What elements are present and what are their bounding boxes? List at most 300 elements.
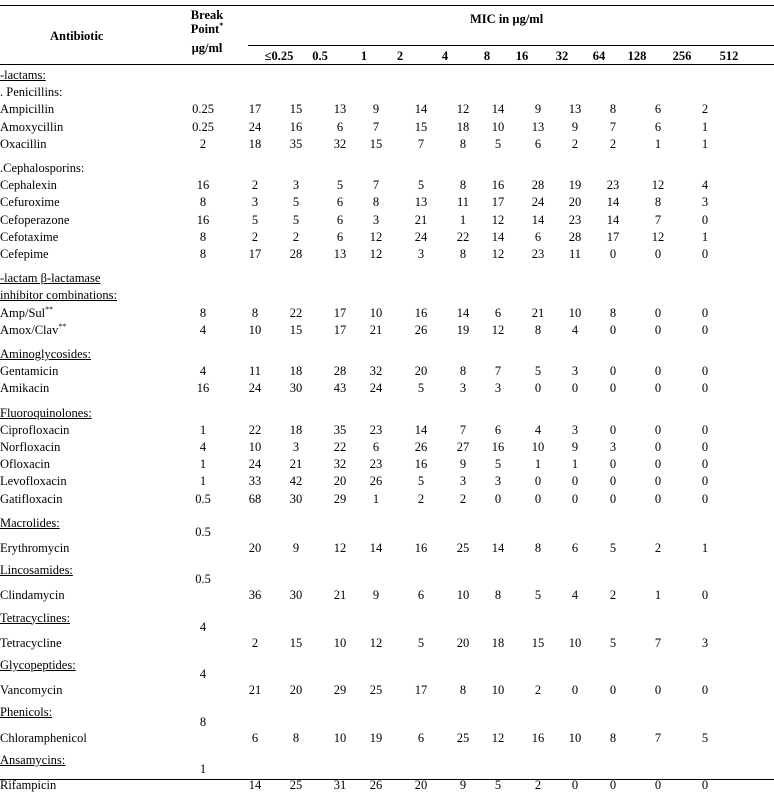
mic-count: 0 (701, 474, 709, 489)
mic-count: 2 (292, 229, 300, 244)
antibiotic-name: Chloramphenicol (0, 730, 87, 745)
breakpoint-value: 4 (199, 667, 207, 682)
mic-count: 10 (568, 305, 582, 320)
mic-count: 0 (701, 381, 709, 396)
mic-column-header: 4 (441, 49, 449, 63)
mic-count: 2 (417, 491, 425, 506)
mic-count: 7 (372, 178, 380, 193)
mic-count: 23 (369, 422, 383, 437)
mic-count: 16 (491, 178, 505, 193)
mic-count: 35 (289, 136, 303, 151)
mic-count: 2 (609, 588, 617, 603)
mic-count: 12 (651, 229, 665, 244)
mic-count: 7 (654, 212, 662, 227)
breakpoint-value: 0.5 (195, 491, 211, 506)
mic-count: 12 (369, 635, 383, 650)
mic-count: 4 (534, 422, 542, 437)
mic-count: 3 (494, 474, 502, 489)
header-mic-title: MIC in µg/ml (470, 12, 544, 26)
mic-count: 4 (701, 178, 709, 193)
group-label: Glycopeptides: (0, 658, 76, 672)
mic-count: 8 (459, 364, 467, 379)
mic-count: 17 (606, 229, 620, 244)
group-label: . Penicillins: (0, 85, 63, 100)
group-label: Aminoglycosides: (0, 347, 91, 361)
mic-count: 19 (568, 178, 582, 193)
mic-count: 2 (251, 229, 259, 244)
mic-count: 26 (414, 440, 428, 454)
mic-count: 24 (369, 381, 383, 396)
mic-count: 12 (491, 322, 505, 337)
mic-count: 1 (372, 491, 380, 506)
breakpoint-line2: Point* (190, 20, 224, 36)
mic-count: 15 (289, 322, 303, 337)
mic-count: 8 (534, 322, 542, 337)
mic-count: 2 (251, 635, 259, 650)
mic-count: 8 (609, 102, 617, 117)
mic-count: 11 (248, 364, 262, 379)
mic-count: 17 (248, 247, 262, 261)
mic-count: 1 (701, 119, 709, 134)
mic-count: 16 (531, 730, 545, 745)
mic-count: 0 (654, 440, 662, 454)
mic-count: 32 (333, 457, 347, 472)
mic-count: 8 (654, 195, 662, 210)
mic-count: 2 (534, 778, 542, 792)
mic-count: 19 (369, 730, 383, 745)
mic-count: 8 (609, 730, 617, 745)
mic-column-header: 16 (515, 49, 529, 63)
mic-count: 15 (531, 635, 545, 650)
mic-count: 15 (414, 119, 428, 134)
mic-count: 10 (531, 440, 545, 454)
mic-count: 28 (531, 178, 545, 193)
mic-count: 6 (336, 212, 344, 227)
mic-count: 22 (248, 422, 262, 437)
mic-count: 0 (701, 364, 709, 379)
mic-count: 23 (606, 178, 620, 193)
mic-count: 15 (369, 136, 383, 151)
group-label: -lactams: (0, 68, 46, 82)
mic-count: 13 (414, 195, 428, 210)
mic-count: 0 (701, 305, 709, 320)
mic-count: 21 (369, 322, 383, 337)
mic-count: 3 (459, 381, 467, 396)
mic-count: 14 (491, 229, 505, 244)
mic-count: 10 (369, 305, 383, 320)
mic-count: 0 (534, 491, 542, 506)
mic-count: 35 (333, 422, 347, 437)
mic-count: 5 (292, 212, 300, 227)
mic-count: 11 (456, 195, 470, 210)
mic-count: 8 (459, 683, 467, 698)
mic-count: 26 (369, 778, 383, 792)
mic-count: 12 (491, 730, 505, 745)
mic-count: 30 (289, 491, 303, 506)
mic-count: 30 (289, 381, 303, 396)
mic-count: 19 (456, 322, 470, 337)
mic-count: 17 (491, 195, 505, 210)
antibiotic-name: Oxacillin (0, 136, 47, 151)
mic-count: 5 (417, 474, 425, 489)
mic-column-header: 2 (396, 49, 404, 63)
mic-count: 28 (568, 229, 582, 244)
mic-count: 24 (248, 119, 262, 134)
mic-count: 0 (654, 322, 662, 337)
mic-count: 24 (414, 229, 428, 244)
mic-count: 14 (491, 102, 505, 117)
mic-count: 7 (417, 136, 425, 151)
mic-count: 1 (701, 136, 709, 151)
top-rule (0, 5, 774, 6)
mic-count: 0 (654, 247, 662, 261)
mic-count: 5 (417, 635, 425, 650)
breakpoint-value: 8 (199, 229, 207, 244)
breakpoint-value: 4 (199, 322, 207, 337)
antibiotic-name: Amox/Clav** (0, 321, 67, 337)
breakpoint-value: 2 (199, 136, 207, 151)
mic-count: 10 (248, 322, 262, 337)
mic-count: 0 (609, 491, 617, 506)
mic-count: 4 (571, 588, 579, 603)
mic-count: 9 (292, 541, 300, 555)
mic-count: 25 (456, 541, 470, 555)
mic-count: 11 (568, 247, 582, 261)
breakpoint-value: 4 (199, 364, 207, 379)
breakpoint-value: 4 (199, 440, 207, 454)
mic-count: 20 (333, 474, 347, 489)
mic-count: 8 (534, 541, 542, 555)
breakpoint-line1: Break (190, 8, 224, 22)
mic-count: 12 (456, 102, 470, 117)
mic-count: 18 (248, 136, 262, 151)
mic-column-header: 32 (555, 49, 569, 63)
mic-count: 3 (701, 195, 709, 210)
mic-count: 0 (654, 457, 662, 472)
mic-count: 9 (459, 778, 467, 792)
mic-count: 0 (494, 491, 502, 506)
mic-count: 5 (417, 381, 425, 396)
mic-column-header: 8 (483, 49, 491, 63)
breakpoint-value: 0.25 (192, 102, 214, 117)
mic-count: 9 (372, 588, 380, 603)
mic-count: 14 (456, 305, 470, 320)
antibiotic-name: Erythromycin (0, 541, 70, 555)
mic-count: 0 (701, 778, 709, 792)
mic-count: 12 (491, 247, 505, 261)
mic-count: 5 (609, 635, 617, 650)
mic-count: 2 (251, 178, 259, 193)
group-label: Lincosamides: (0, 563, 73, 578)
mic-count: 4 (571, 322, 579, 337)
breakpoint-value: 4 (199, 619, 207, 634)
mic-count: 20 (568, 195, 582, 210)
mic-count: 6 (336, 229, 344, 244)
breakpoint-value: 16 (196, 381, 210, 396)
mic-count: 15 (289, 102, 303, 117)
mic-count: 1 (534, 457, 542, 472)
antibiotic-name: Vancomycin (0, 683, 63, 698)
mic-count: 6 (654, 102, 662, 117)
breakpoint-unit: µg/ml (191, 41, 223, 55)
antibiotic-name: Levofloxacin (0, 474, 67, 489)
mic-count: 0 (701, 422, 709, 437)
breakpoint-value: 1 (199, 422, 207, 437)
mic-count: 22 (456, 229, 470, 244)
mic-count: 8 (372, 195, 380, 210)
mic-count: 0 (654, 364, 662, 379)
antibiotic-name: Cephalexin (0, 178, 57, 193)
header-antibiotic: Antibiotic (50, 29, 104, 43)
mic-count: 10 (491, 683, 505, 698)
mic-column-header: 64 (592, 49, 606, 63)
mic-count: 0 (571, 474, 579, 489)
mic-count: 5 (336, 178, 344, 193)
mic-count: 0 (609, 778, 617, 792)
group-label: Ansamycins: (0, 752, 66, 767)
group-label: -lactam β-lactamase (0, 271, 101, 286)
mic-count: 13 (531, 119, 545, 134)
mic-count: 29 (333, 491, 347, 506)
mic-count: 20 (289, 683, 303, 698)
antibiotic-name: Gatifloxacin (0, 491, 63, 506)
antibiotic-name: Gentamicin (0, 364, 59, 379)
mic-count: 3 (459, 474, 467, 489)
mic-count: 2 (534, 683, 542, 698)
mic-count: 24 (531, 195, 545, 210)
breakpoint-value: 8 (199, 714, 207, 729)
mic-column-header: ≤0.25 (264, 49, 294, 63)
mic-count: 5 (534, 588, 542, 603)
mic-count: 18 (491, 635, 505, 650)
mic-count: 20 (414, 364, 428, 379)
mic-count: 2 (459, 491, 467, 506)
mic-count: 43 (333, 381, 347, 396)
mic-count: 21 (248, 683, 262, 698)
mic-count: 12 (491, 212, 505, 227)
mic-count: 0 (609, 364, 617, 379)
mic-count: 3 (417, 247, 425, 261)
mic-count: 0 (571, 491, 579, 506)
mic-count: 0 (534, 381, 542, 396)
mic-count: 5 (534, 364, 542, 379)
mic-count: 0 (701, 212, 709, 227)
mic-column-header: 1 (360, 49, 368, 63)
header-breakpoint (178, 8, 236, 55)
mic-count: 10 (248, 440, 262, 454)
mic-count: 14 (414, 102, 428, 117)
antibiotic-name: Clindamycin (0, 588, 65, 603)
mic-count: 20 (414, 778, 428, 792)
mic-count: 5 (292, 195, 300, 210)
mic-count: 3 (571, 364, 579, 379)
group-label: Phenicols: (0, 705, 53, 720)
mic-count: 14 (414, 422, 428, 437)
mic-count: 14 (248, 778, 262, 792)
mic-count: 10 (333, 635, 347, 650)
mic-count: 3 (494, 381, 502, 396)
mic-count: 68 (248, 491, 262, 506)
mic-count: 7 (459, 422, 467, 437)
mic-count: 3 (372, 212, 380, 227)
mic-count: 18 (456, 119, 470, 134)
mic-count: 6 (251, 730, 259, 745)
mic-count: 3 (292, 178, 300, 193)
mic-count: 2 (654, 541, 662, 555)
mic-count: 6 (336, 119, 344, 134)
mic-count: 0 (654, 474, 662, 489)
mic-count: 5 (417, 178, 425, 193)
mic-count: 16 (414, 541, 428, 555)
mic-count: 5 (701, 730, 709, 745)
mic-column-header: 0.5 (312, 49, 328, 63)
mic-count: 2 (571, 136, 579, 151)
mic-count: 8 (459, 247, 467, 261)
mic-count: 17 (414, 683, 428, 698)
antibiotic-name: Cefoperazone (0, 212, 70, 227)
mic-count: 9 (372, 102, 380, 117)
mic-count: 3 (292, 440, 300, 454)
mic-count: 0 (654, 305, 662, 320)
mic-count: 21 (289, 457, 303, 472)
mic-count: 26 (369, 474, 383, 489)
mic-count: 7 (654, 730, 662, 745)
mic-count: 1 (654, 588, 662, 603)
mic-header-rule (248, 45, 774, 46)
mic-count: 1 (701, 541, 709, 555)
mic-count: 0 (701, 491, 709, 506)
breakpoint-value: 1 (199, 474, 207, 489)
mic-count: 8 (494, 588, 502, 603)
mic-count: 31 (333, 778, 347, 792)
mic-count: 0 (571, 683, 579, 698)
mic-count: 0 (609, 683, 617, 698)
breakpoint-value: 0.5 (195, 572, 211, 587)
mic-count: 14 (531, 212, 545, 227)
mic-count: 0 (701, 440, 709, 454)
mic-count: 16 (414, 457, 428, 472)
mic-count: 29 (333, 683, 347, 698)
mic-count: 1 (701, 229, 709, 244)
mic-count: 0 (654, 422, 662, 437)
mic-count: 9 (459, 457, 467, 472)
group-label: .Cephalosporins: (0, 161, 85, 175)
mic-count: 10 (491, 119, 505, 134)
mic-count: 8 (609, 305, 617, 320)
breakpoint-value: 1 (199, 762, 207, 776)
mic-count: 14 (369, 541, 383, 555)
mic-count: 5 (494, 457, 502, 472)
mic-count: 12 (333, 541, 347, 555)
mic-count: 8 (459, 178, 467, 193)
mic-column-header: 512 (719, 49, 739, 63)
mic-count: 13 (333, 102, 347, 117)
mic-count: 18 (289, 364, 303, 379)
mic-count: 7 (654, 635, 662, 650)
header-bottom-rule (0, 64, 774, 65)
mic-count: 10 (333, 730, 347, 745)
mic-count: 14 (491, 541, 505, 555)
mic-count: 14 (606, 195, 620, 210)
mic-count: 36 (248, 588, 262, 603)
mic-count: 3 (571, 422, 579, 437)
mic-count: 30 (289, 588, 303, 603)
mic-count: 18 (289, 422, 303, 437)
mic-count: 1 (654, 136, 662, 151)
mic-count: 28 (289, 247, 303, 261)
breakpoint-value: 1 (199, 457, 207, 472)
breakpoint-value: 8 (199, 195, 207, 210)
group-label: Fluoroquinolones: (0, 405, 92, 420)
mic-count: 0 (701, 683, 709, 698)
mic-count: 25 (369, 683, 383, 698)
antibiotic-name: Norfloxacin (0, 440, 61, 454)
antibiotic-name: Ciprofloxacin (0, 422, 70, 437)
group-label: Macrolides: (0, 515, 60, 530)
mic-count: 1 (459, 212, 467, 227)
mic-count: 28 (333, 364, 347, 379)
breakpoint-value: 0.5 (195, 525, 211, 539)
mic-count: 0 (609, 381, 617, 396)
mic-count: 10 (568, 635, 582, 650)
mic-count: 0 (609, 247, 617, 261)
mic-count: 10 (456, 588, 470, 603)
mic-count: 6 (417, 588, 425, 603)
mic-column-header: 256 (672, 49, 692, 63)
mic-count: 7 (609, 119, 617, 134)
mic-count: 24 (248, 381, 262, 396)
mic-count: 9 (571, 440, 579, 454)
mic-count: 5 (251, 212, 259, 227)
mic-count: 0 (654, 491, 662, 506)
mic-count: 15 (289, 635, 303, 650)
group-label: inhibitor combinations: (0, 288, 118, 303)
breakpoint-value: 0.25 (192, 119, 214, 134)
breakpoint-value: 8 (199, 305, 207, 320)
mic-count: 20 (248, 541, 262, 555)
mic-count: 16 (491, 440, 505, 454)
mic-count: 0 (654, 683, 662, 698)
mic-count: 0 (609, 422, 617, 437)
mic-count: 5 (609, 541, 617, 555)
mic-count: 33 (248, 474, 262, 489)
mic-count: 7 (494, 364, 502, 379)
mic-count: 0 (701, 247, 709, 261)
mic-count: 8 (292, 730, 300, 745)
mic-count: 32 (369, 364, 383, 379)
mic-count: 0 (534, 474, 542, 489)
mic-count: 6 (654, 119, 662, 134)
antibiotic-name: Tetracycline (0, 635, 62, 650)
mic-count: 12 (369, 229, 383, 244)
antibiotic-name: Rifampicin (0, 778, 57, 792)
mic-count: 0 (701, 322, 709, 337)
mic-count: 16 (289, 119, 303, 134)
antibiotic-name: Cefotaxime (0, 229, 59, 244)
mic-count: 23 (369, 457, 383, 472)
antibiotic-name: Amp/Sul** (0, 304, 54, 320)
mic-count: 6 (494, 422, 502, 437)
breakpoint-value: 16 (196, 178, 210, 193)
mic-count: 12 (369, 247, 383, 261)
mic-count: 23 (531, 247, 545, 261)
mic-count: 0 (701, 588, 709, 603)
antibiotic-name: Ampicillin (0, 102, 55, 117)
mic-count: 6 (571, 541, 579, 555)
mic-count: 32 (333, 136, 347, 151)
mic-count: 0 (609, 474, 617, 489)
mic-count: 26 (414, 322, 428, 337)
